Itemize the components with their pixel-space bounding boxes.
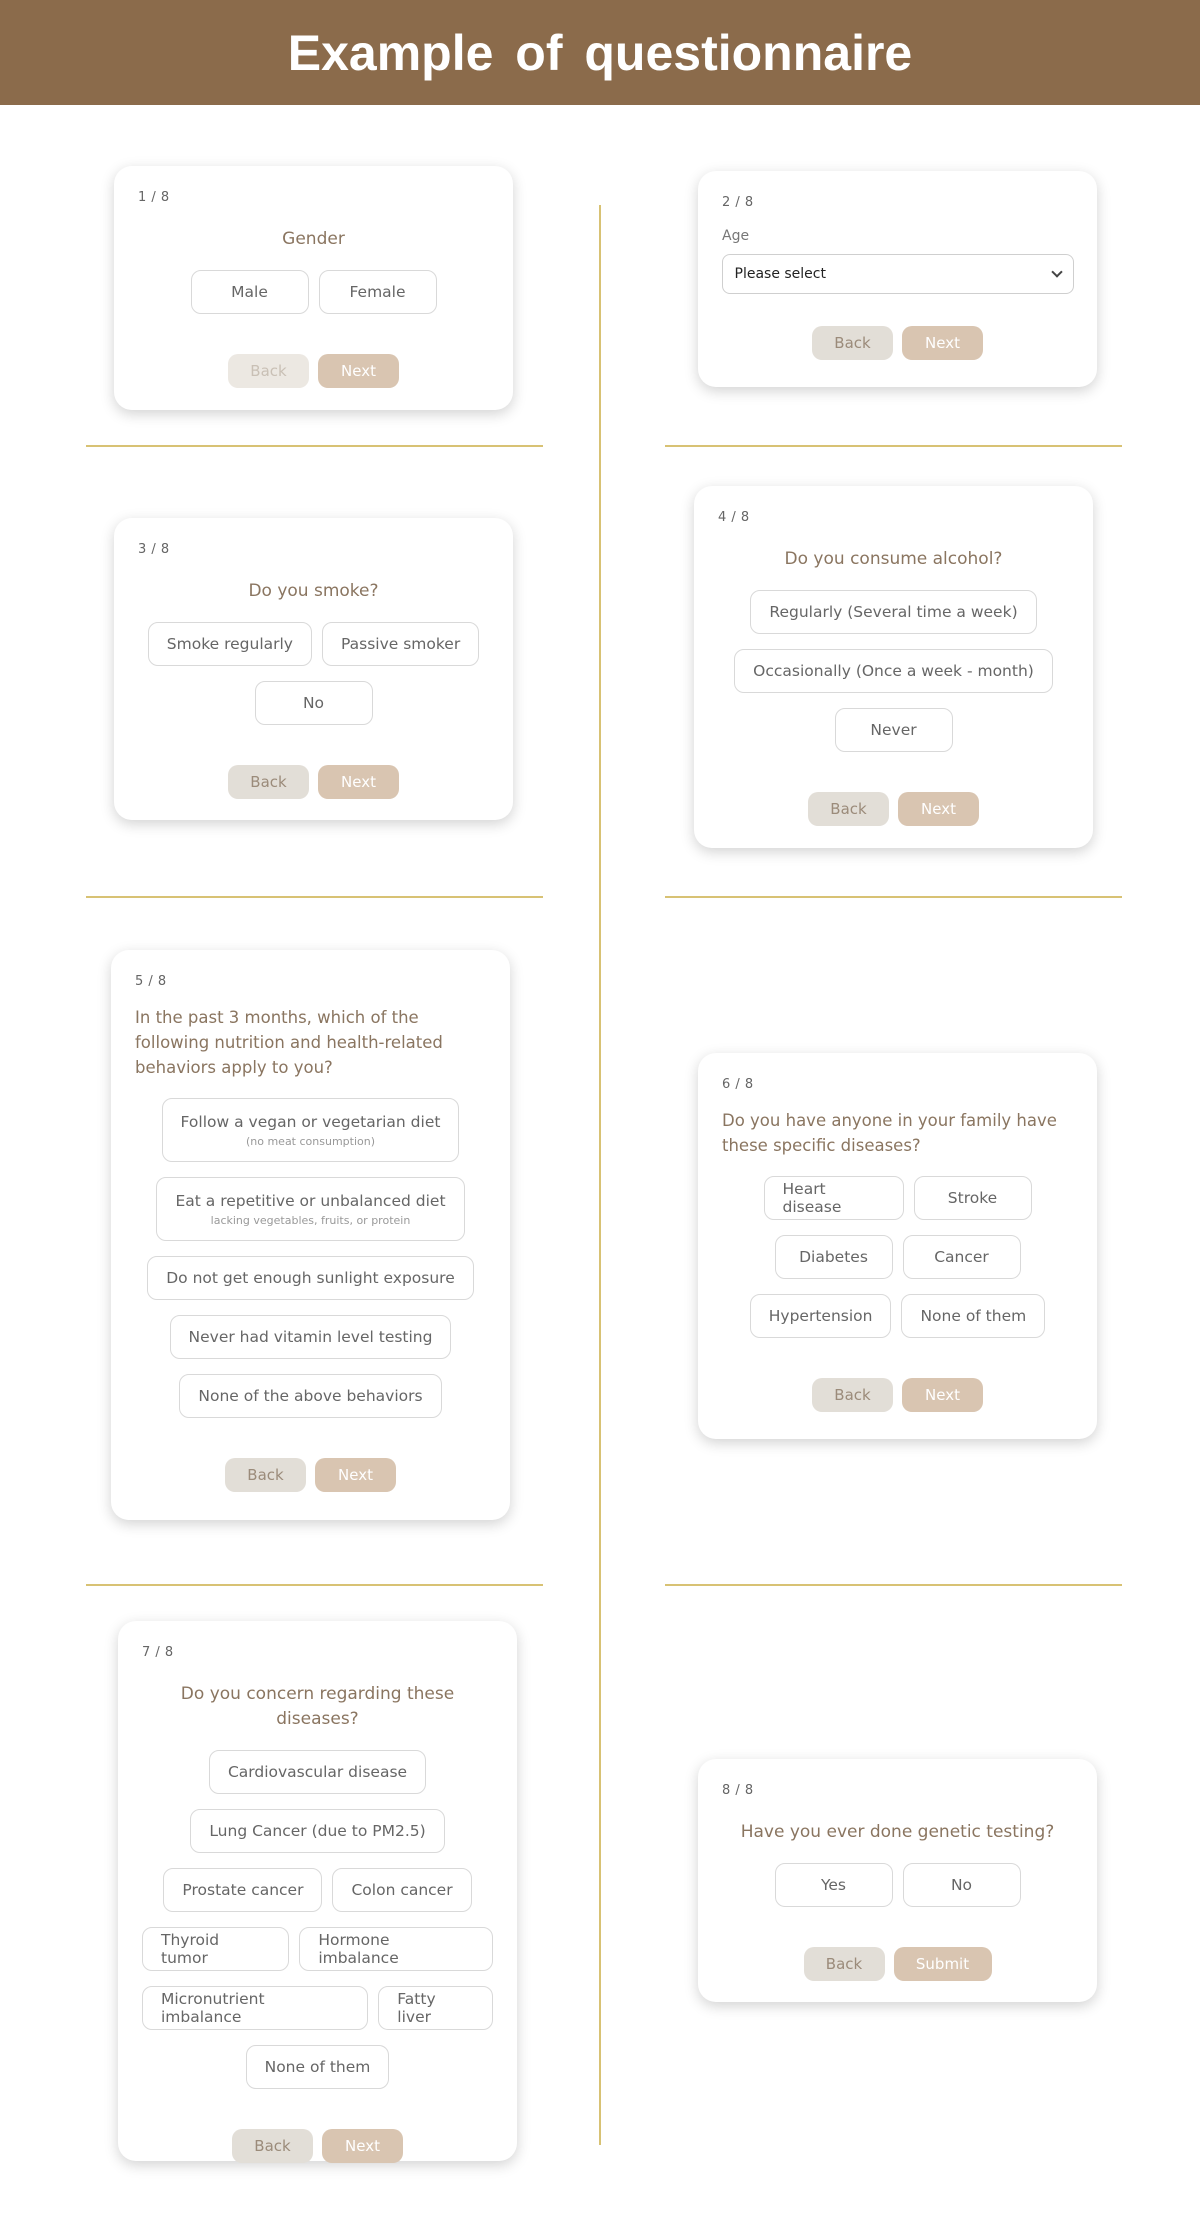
question-text: In the past 3 months, which of the following nutrition and health-related behaviors apply to you?	[135, 1008, 443, 1077]
back-button[interactable]: Back	[804, 1947, 885, 1981]
next-button[interactable]: Next	[315, 1458, 396, 1492]
option-sublabel: lacking vegetables, fruits, or protein	[210, 1213, 411, 1227]
divider-right-3	[665, 1584, 1122, 1586]
divider-left-3	[86, 1584, 543, 1586]
page-header	[0, 0, 1200, 105]
next-button[interactable]: Next	[898, 792, 979, 826]
divider-right-2	[665, 896, 1122, 898]
step-indicator: 2 / 8	[722, 195, 754, 210]
question-card-5	[111, 950, 510, 1520]
question-card-4	[694, 486, 1093, 848]
option-hormone-imbalance[interactable]: Hormone imbalance	[299, 1927, 493, 1971]
back-button[interactable]: Back	[812, 326, 893, 360]
option-female[interactable]: Female	[319, 270, 437, 314]
option-smoke-regularly[interactable]: Smoke regularly	[148, 622, 312, 666]
option-micronutrient-imbalance[interactable]: Micronutrient imbalance	[142, 1986, 368, 2030]
option-no[interactable]: No	[255, 681, 373, 725]
option-lung-cancer[interactable]: Lung Cancer (due to PM2.5)	[190, 1809, 444, 1853]
option-hypertension[interactable]: Hypertension	[750, 1294, 892, 1338]
divider-right-1	[665, 445, 1122, 447]
divider-left-2	[86, 896, 543, 898]
back-button[interactable]: Back	[808, 792, 889, 826]
step-indicator: 8 / 8	[722, 1783, 754, 1798]
next-button[interactable]: Next	[318, 354, 399, 388]
question-card-3	[114, 518, 513, 820]
option-male[interactable]: Male	[191, 270, 309, 314]
divider-left-1	[86, 445, 543, 447]
next-button[interactable]: Next	[902, 326, 983, 360]
question-card-1	[114, 166, 513, 410]
age-label: Age	[722, 228, 750, 244]
next-button[interactable]: Next	[902, 1378, 983, 1412]
option-none-behaviors[interactable]: None of the above behaviors	[179, 1374, 441, 1418]
page-title: Example of questionnaire	[287, 24, 913, 81]
age-select[interactable]	[722, 254, 1074, 294]
step-indicator: 7 / 8	[142, 1645, 174, 1660]
option-no[interactable]: No	[903, 1863, 1021, 1907]
question-card-8	[698, 1759, 1097, 2002]
option-diabetes[interactable]: Diabetes	[775, 1235, 893, 1279]
option-passive-smoker[interactable]: Passive smoker	[322, 622, 479, 666]
back-button[interactable]: Back	[812, 1378, 893, 1412]
option-occasionally[interactable]: Occasionally (Once a week - month)	[734, 649, 1053, 693]
step-indicator: 4 / 8	[718, 510, 750, 525]
chevron-down-icon	[1051, 266, 1062, 277]
submit-button[interactable]: Submit	[894, 1947, 992, 1981]
option-cardiovascular[interactable]: Cardiovascular disease	[209, 1750, 426, 1794]
step-indicator: 3 / 8	[138, 542, 170, 557]
option-none-of-them[interactable]: None of them	[246, 2045, 390, 2089]
question-text: Have you ever done genetic testing?	[740, 1822, 1055, 1842]
option-none-of-them[interactable]: None of them	[901, 1294, 1045, 1338]
next-button[interactable]: Next	[318, 765, 399, 799]
next-button[interactable]: Next	[322, 2129, 403, 2163]
option-thyroid-tumor[interactable]: Thyroid tumor	[142, 1927, 289, 1971]
question-text: Do you have anyone in your family have these specific diseases?	[722, 1111, 1057, 1155]
question-text: Do you concern regarding these diseases?	[180, 1684, 455, 1729]
option-no-vitamin-testing[interactable]: Never had vitamin level testing	[170, 1315, 452, 1359]
option-sublabel: (no meat consumption)	[245, 1134, 376, 1148]
option-prostate-cancer[interactable]: Prostate cancer	[163, 1868, 322, 1912]
step-indicator: 6 / 8	[722, 1077, 754, 1092]
option-vegan-diet[interactable]	[162, 1098, 460, 1162]
step-indicator: 1 / 8	[138, 190, 170, 205]
question-text: Gender	[282, 229, 345, 249]
vertical-divider	[599, 205, 601, 2145]
question-text: Do you smoke?	[248, 581, 379, 601]
option-label: Follow a vegan or vegetarian diet	[180, 1112, 441, 1131]
step-indicator: 5 / 8	[135, 974, 167, 989]
option-unbalanced-diet[interactable]	[156, 1177, 464, 1241]
option-heart-disease[interactable]: Heart disease	[764, 1176, 904, 1220]
option-no-sunlight[interactable]: Do not get enough sunlight exposure	[147, 1256, 474, 1300]
back-button[interactable]: Back	[232, 2129, 313, 2163]
option-yes[interactable]: Yes	[775, 1863, 893, 1907]
option-never[interactable]: Never	[835, 708, 953, 752]
option-regularly[interactable]: Regularly (Several time a week)	[750, 590, 1036, 634]
option-label: Eat a repetitive or unbalanced diet	[175, 1191, 446, 1210]
question-card-7	[118, 1621, 517, 2161]
question-text: Do you consume alcohol?	[784, 549, 1003, 569]
option-cancer[interactable]: Cancer	[903, 1235, 1021, 1279]
question-card-6	[698, 1053, 1097, 1439]
age-select-value: Please select	[734, 266, 826, 282]
option-colon-cancer[interactable]: Colon cancer	[332, 1868, 471, 1912]
back-button[interactable]: Back	[225, 1458, 306, 1492]
option-stroke[interactable]: Stroke	[914, 1176, 1032, 1220]
back-button[interactable]: Back	[228, 765, 309, 799]
option-fatty-liver[interactable]: Fatty liver	[378, 1986, 493, 2030]
back-button[interactable]: Back	[228, 354, 309, 388]
question-card-2	[698, 171, 1097, 387]
